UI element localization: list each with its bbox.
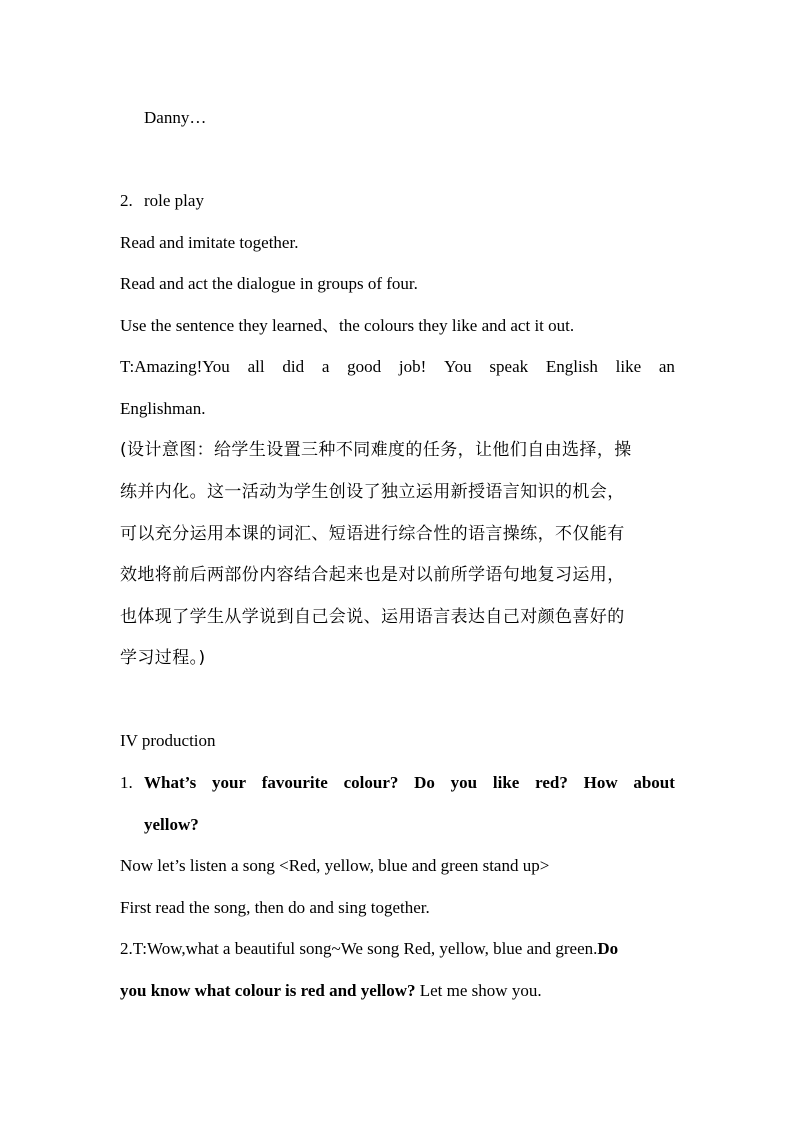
amazing-word: speak <box>489 357 529 376</box>
question-one-words <box>144 772 675 794</box>
question-word: your <box>212 773 247 792</box>
wow-line <box>120 938 675 960</box>
role-play-number: 2. <box>120 191 133 210</box>
listen-song-line: Now let’s listen a song <Red, yellow, blue and green stand up> <box>120 856 550 875</box>
design-intent-line: 可以充分运用本课的词汇、短语进行综合性的语言操练，不仅能有 <box>120 524 625 544</box>
design-intent-line: (设计意图：给学生设置三种不同难度的任务，让他们自由选择，操 <box>120 440 632 460</box>
amazing-word: good <box>347 357 382 376</box>
question-word: How <box>583 773 618 792</box>
englishman-line: Englishman. <box>120 399 206 418</box>
design-intent-line: 效地将前后两部份内容结合起来也是对以前所学语句地复习运用， <box>120 565 625 585</box>
question-word: red? <box>535 773 568 792</box>
production-heading: IV production <box>120 731 216 750</box>
question-word: What’s <box>144 773 197 792</box>
amazing-word: did <box>282 357 305 376</box>
first-read-line: First read the song, then do and sing together. <box>120 898 430 917</box>
amazing-word: T:Amazing!You <box>120 357 230 376</box>
read-act-line: Read and act the dialogue in groups of four. <box>120 274 418 293</box>
role-play-title: role play <box>144 191 204 210</box>
question-word: Do <box>414 773 435 792</box>
question-one-line <box>120 772 675 794</box>
question-one-continuation: yellow? <box>144 815 199 834</box>
question-word: favourite <box>261 773 328 792</box>
amazing-word: all <box>247 357 265 376</box>
amazing-line <box>120 356 675 378</box>
question-word: colour? <box>343 773 399 792</box>
amazing-word: a <box>321 357 330 376</box>
amazing-word: job! <box>398 357 427 376</box>
amazing-word: You <box>444 357 472 376</box>
question-word: you <box>450 773 478 792</box>
design-intent-line: 练并内化。这一活动为学生创设了独立运用新授语言知识的机会， <box>120 482 625 502</box>
wow-text: 2.T:Wow,what a beautiful song~We song Red, yellow, blue and green. <box>120 939 598 958</box>
know-bold-text: you know what colour is red and yellow? <box>120 981 416 1000</box>
design-intent-line: 也体现了学生从学说到自己会说、运用语言表达自己对颜色喜好的 <box>120 607 625 627</box>
amazing-word: like <box>615 357 642 376</box>
read-imitate-line: Read and imitate together. <box>120 233 299 252</box>
question-word: about <box>633 773 675 792</box>
know-text: Let me show you. <box>415 981 542 1000</box>
wow-bold-text: Do <box>597 939 619 958</box>
role-play-heading <box>120 190 675 212</box>
amazing-word: an <box>658 357 675 376</box>
design-intent-line: 学习过程。) <box>120 648 206 668</box>
know-line <box>120 980 675 1002</box>
use-sentence-line: Use the sentence they learned、the colours they like and act it out. <box>120 316 575 335</box>
question-one-number: 1. <box>120 773 133 792</box>
question-word: like <box>492 773 520 792</box>
danny-line: Danny… <box>144 108 207 127</box>
amazing-word: English <box>545 357 598 376</box>
